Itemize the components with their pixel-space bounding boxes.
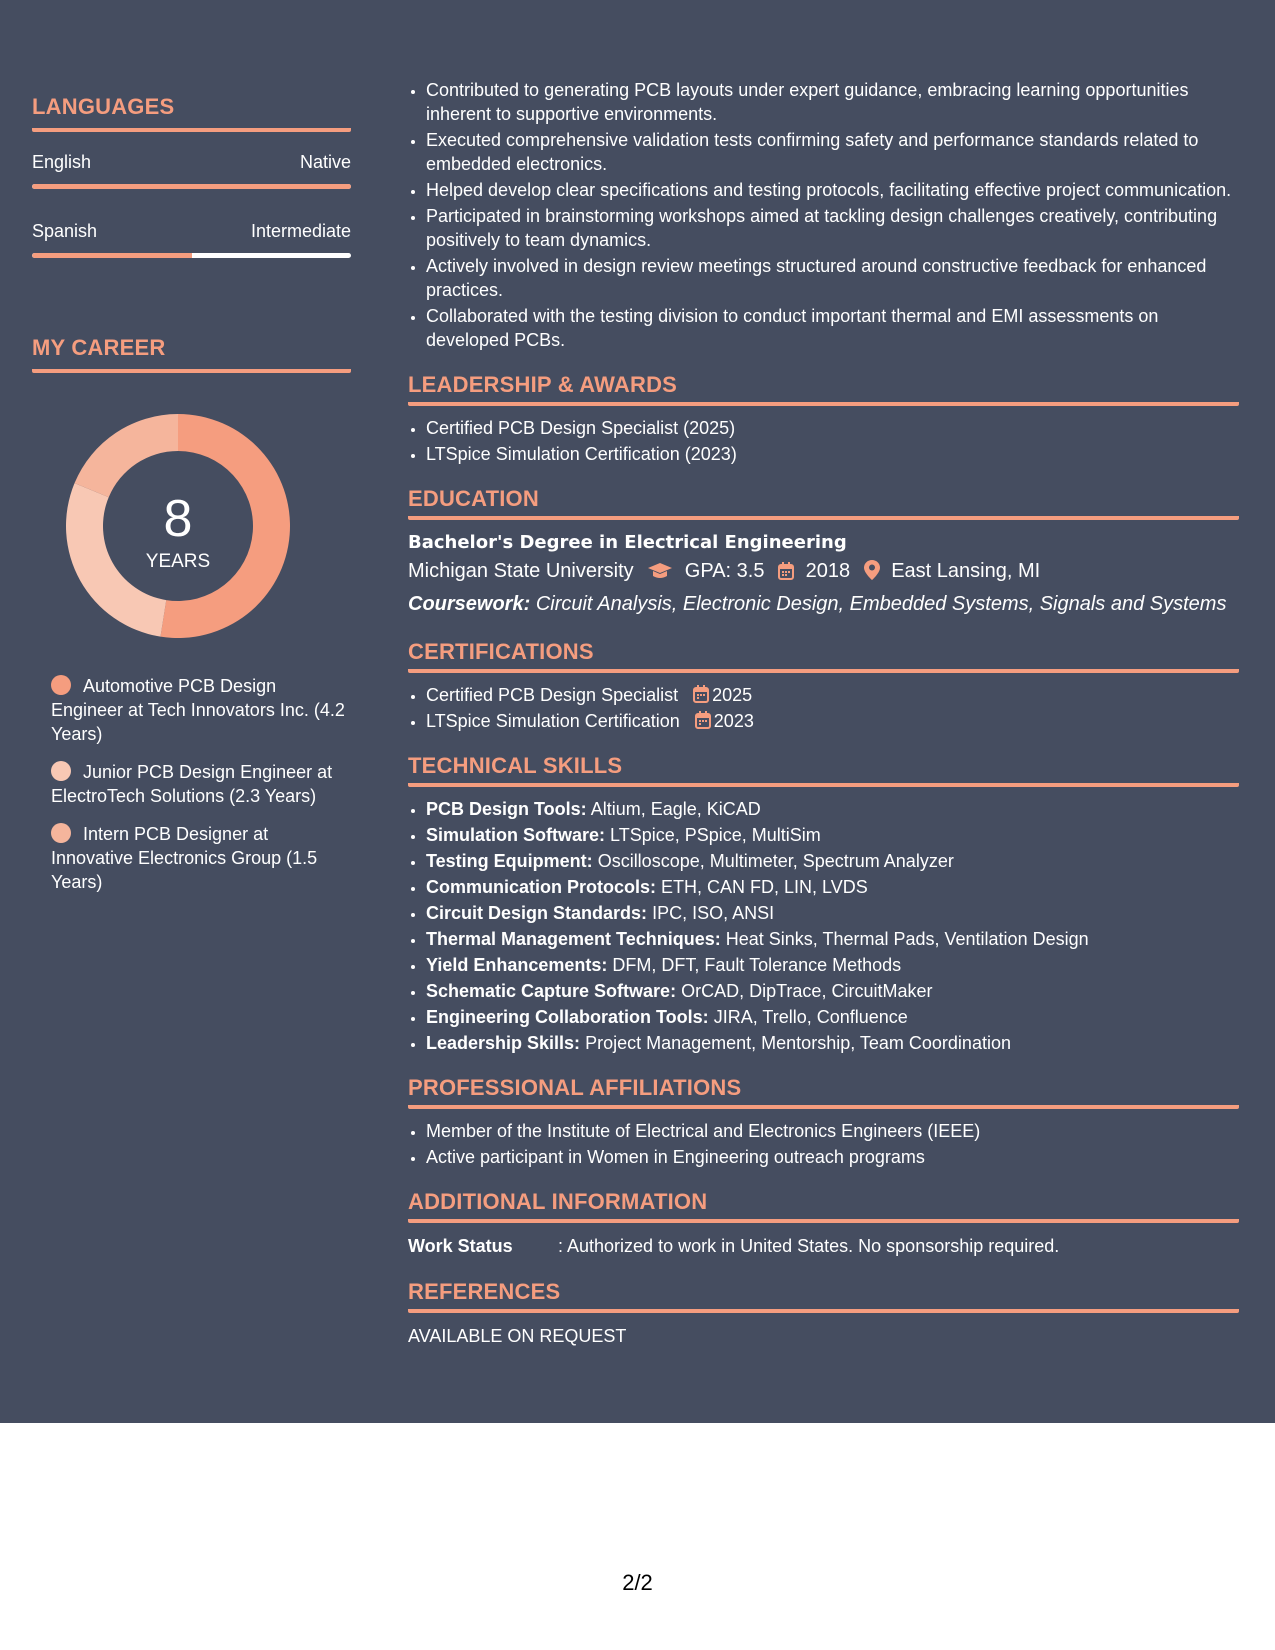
work-status-label: Work Status (408, 1236, 513, 1256)
skill-value: OrCAD, DipTrace, CircuitMaker (681, 981, 933, 1001)
legend-item (51, 822, 351, 894)
skill-item (426, 953, 1239, 977)
experience-bullet: • Helped develop clear specifications and testing protocols, facilitating effective project communication. (426, 178, 1239, 202)
additional-info-title: ADDITIONAL INFORMATION (408, 1189, 1239, 1223)
certification-item (426, 709, 1239, 733)
skill-item (426, 849, 1239, 873)
skill-value: Oscilloscope, Multimeter, Spectrum Analyzer (597, 851, 954, 871)
skill-label: Circuit Design Standards: (426, 903, 648, 923)
affiliation-item: • Active participant in Women in Engineering outreach programs (426, 1145, 1239, 1169)
education-gpa: GPA: 3.5 (684, 560, 765, 582)
certification-item (426, 683, 1239, 707)
education-coursework (408, 589, 1239, 619)
career-donut-chart (66, 414, 290, 638)
references-text: AVAILABLE ON REQUEST (408, 1326, 627, 1346)
legend-item (51, 760, 351, 808)
calendar-icon (693, 685, 709, 703)
work-status-row (408, 1233, 1239, 1259)
work-status-value: : Authorized to work in United States. No sponsorship required. (558, 1236, 1060, 1256)
language-level: Native (299, 152, 351, 172)
skill-item (426, 1005, 1239, 1029)
career-legend (51, 674, 351, 908)
skill-value: Altium, Eagle, KiCAD (590, 799, 761, 819)
skill-value: LTSpice, PSpice, MultiSim (610, 825, 821, 845)
skill-item (426, 927, 1239, 951)
graduation-cap-icon (647, 559, 673, 589)
career-total-unit: YEARS (145, 551, 211, 572)
legend-label: Intern PCB Designer at Innovative Electronics Group (1.5 Years) (51, 824, 318, 892)
skill-value: ETH, CAN FD, LIN, LVDS (661, 877, 868, 897)
experience-bullets (408, 78, 1239, 352)
skill-label: Yield Enhancements: (426, 955, 608, 975)
skill-label: Leadership Skills: (426, 1033, 581, 1053)
location-pin-icon (864, 559, 880, 589)
experience-bullet: • Participated in brainstorming workshops aimed at tackling design challenges creatively, contributing positively to team dynamics. (426, 204, 1239, 252)
legend-label: Junior PCB Design Engineer at ElectroTech Solutions (2.3 Years) (51, 762, 333, 806)
skill-label: Thermal Management Techniques: (426, 929, 721, 949)
certification-year: 2025 (712, 685, 753, 705)
certification-year-wrap (693, 685, 752, 705)
certification-year-wrap (695, 711, 754, 731)
leadership-title: LEADERSHIP & AWARDS (408, 372, 1239, 406)
language-bar-english (32, 184, 351, 189)
certifications-list (408, 683, 1239, 733)
skill-item (426, 1031, 1239, 1055)
language-name: Spanish (32, 221, 98, 241)
education-location: East Lansing, MI (891, 560, 1041, 582)
skill-item (426, 979, 1239, 1003)
skill-item (426, 823, 1239, 847)
skill-value: IPC, ISO, ANSI (652, 903, 775, 923)
career-total-years: 8 (163, 490, 193, 548)
languages-title: LANGUAGES (32, 94, 351, 132)
skill-label: Simulation Software: (426, 825, 606, 845)
page-number: 2/2 (622, 1570, 653, 1595)
skill-item (426, 875, 1239, 899)
coursework-label: Coursework: (408, 593, 531, 615)
leadership-list (408, 416, 1239, 466)
skill-label: Testing Equipment: (426, 851, 593, 871)
education-title: EDUCATION (408, 486, 1239, 520)
skill-item (426, 901, 1239, 925)
legend-label: Automotive PCB Design Engineer at Tech Innovators Inc. (4.2 Years) (51, 676, 345, 744)
coursework-list: Circuit Analysis, Electronic Design, Embedded Systems, Signals and Systems (535, 593, 1227, 615)
right-column (408, 78, 1239, 1349)
education-school: Michigan State University (408, 560, 634, 582)
calendar-icon (778, 559, 794, 589)
skill-label: PCB Design Tools: (426, 799, 587, 819)
experience-bullet: • Contributed to generating PCB layouts under expert guidance, embracing learning opportunities inherent to supportive environments. (426, 78, 1239, 126)
education-year: 2018 (805, 560, 851, 582)
skills-list (408, 797, 1239, 1055)
affiliations-title: PROFESSIONAL AFFILIATIONS (408, 1075, 1239, 1109)
leadership-item: • Certified PCB Design Specialist (2025) (426, 416, 1239, 440)
affiliations-list (408, 1119, 1239, 1169)
language-row-spanish (32, 221, 351, 242)
legend-dot-icon (51, 761, 71, 781)
calendar-icon (695, 711, 711, 729)
education-degree: Bachelor's Degree in Electrical Engineering (408, 532, 847, 553)
language-bar-spanish (32, 253, 351, 258)
skill-value: Project Management, Mentorship, Team Coordination (585, 1033, 1011, 1053)
skill-value: Heat Sinks, Thermal Pads, Ventilation Design (725, 929, 1089, 949)
certification-name: LTSpice Simulation Certification (426, 711, 680, 731)
language-bar-fill (32, 253, 192, 258)
experience-bullet: • Executed comprehensive validation tests confirming safety and performance standards related to embedded electronics. (426, 128, 1239, 176)
skill-label: Schematic Capture Software: (426, 981, 677, 1001)
legend-item (51, 674, 351, 746)
references-title: REFERENCES (408, 1279, 1239, 1313)
leadership-item: • LTSpice Simulation Certification (2023) (426, 442, 1239, 466)
experience-bullet: • Collaborated with the testing division to conduct important thermal and EMI assessments on developed PCBs. (426, 304, 1239, 352)
skill-item (426, 797, 1239, 821)
education-meta (408, 556, 1239, 589)
certification-year: 2023 (713, 711, 754, 731)
donut-segment-2 (75, 414, 178, 497)
skills-title: TECHNICAL SKILLS (408, 753, 1239, 787)
skill-value: JIRA, Trello, Confluence (713, 1007, 908, 1027)
certification-name: Certified PCB Design Specialist (426, 685, 679, 705)
experience-bullet: • Actively involved in design review meetings structured around constructive feedback for enhanced practices. (426, 254, 1239, 302)
language-row-english (32, 152, 351, 173)
skill-value: DFM, DFT, Fault Tolerance Methods (612, 955, 902, 975)
certifications-title: CERTIFICATIONS (408, 639, 1239, 673)
legend-dot-icon (51, 675, 71, 695)
career-title: MY CAREER (32, 335, 351, 373)
language-level: Intermediate (250, 221, 351, 241)
affiliation-item: • Member of the Institute of Electrical and Electronics Engineers (IEEE) (426, 1119, 1239, 1143)
skill-label: Engineering Collaboration Tools: (426, 1007, 709, 1027)
language-name: English (32, 152, 92, 172)
legend-dot-icon (51, 823, 71, 843)
skill-label: Communication Protocols: (426, 877, 657, 897)
language-bar-fill (32, 184, 351, 189)
